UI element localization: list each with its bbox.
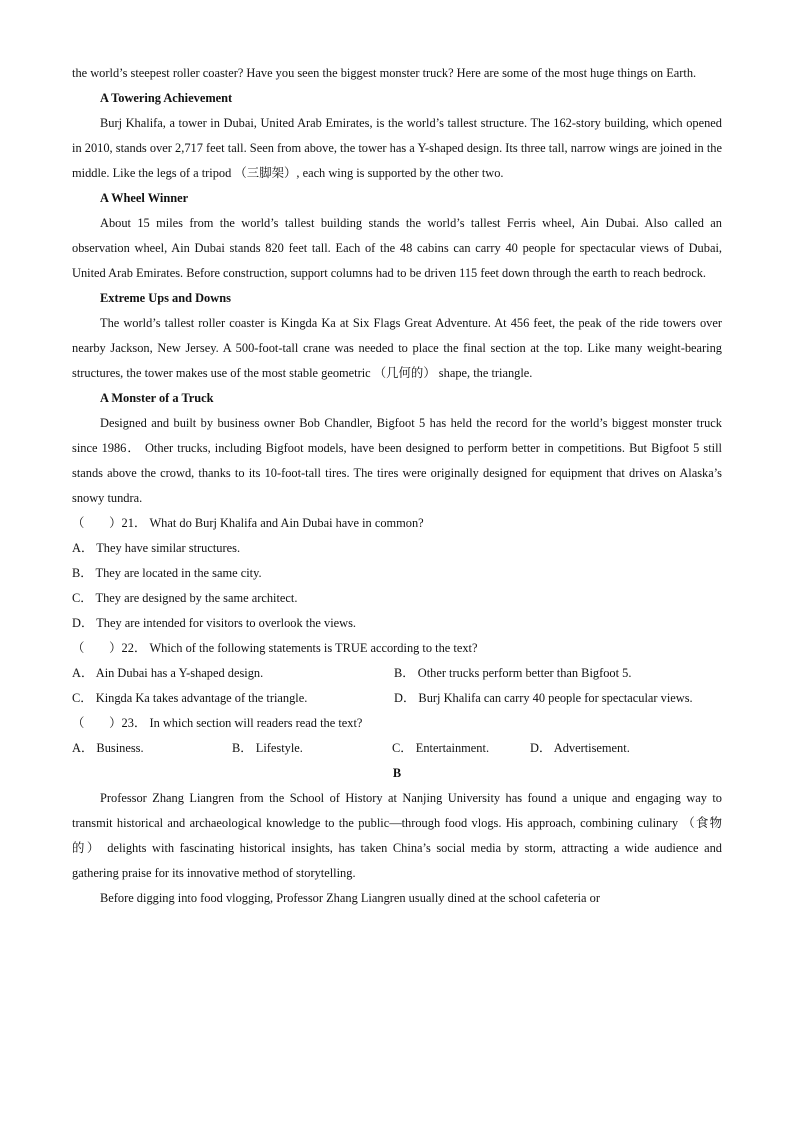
question-22-options-row-2 [72,686,722,711]
question-23-option-b: B． Lifestyle. [232,741,303,755]
section-heading-towering: A Towering Achievement [100,91,233,105]
question-23-option-a: A． Business. [72,741,144,755]
question-21-option-c: C． They are designed by the same architect. [72,591,298,605]
part-b-paragraph-2: Before digging into food vlogging, Professor Zhang Liangren usually dined at the school cafeteria or [100,891,600,905]
question-23-option-d: D． Advertisement. [530,741,630,755]
question-23-option-c: C． Entertainment. [392,741,490,755]
question-21-option-b: B． They are located in the same city. [72,566,262,580]
intro-paragraph: the world’s steepest roller coaster? Have you seen the biggest monster truck? Here are some of the most huge things on Earth. [72,66,697,80]
part-b-paragraph-1: Professor Zhang Liangren from the School of History at Nanjing University has found a unique and engaging way to transmit historical and archaeological knowledge to the public—through food vlogs. His approach, combining culinary （食物的） delights with fascinating historical insights, has taken China’s social media by storm, attracting a wide audience and gathering praise for its innovative method of storytelling. [72,791,722,880]
section-text-wheel: About 15 miles from the world’s tallest building stands the world’s tallest Ferris wheel, Ain Dubai. Also called an observation wheel, Ain Dubai stands 820 feet tall. Each of the 48 cabins can carry 40 people for spectacular views of Dubai, United Arab Emirates. Before construction, support columns had to be driven 115 feet down through the earth to reach bedrock. [72,216,722,280]
question-22-options-row-1 [72,661,722,686]
question-22-option-d: D． Burj Khalifa can carry 40 people for spectacular views. [394,691,693,705]
question-21-option-d: D． They are intended for visitors to overlook the views. [72,616,357,630]
part-b-label: B [392,766,402,780]
question-23-options-row [72,736,722,761]
section-text-towering: Burj Khalifa, a tower in Dubai, United Arab Emirates, is the world’s tallest structure. The 162-story building, which opened in 2010, stands over 2,717 feet tall. Seen from above, the tower has a Y-shaped design. Its three tall, narrow wings are joined in the middle. Like the legs of a tripod （三脚架）, each wing is supported by the other two. [72,116,722,180]
question-22-option-b: B． Other trucks perform better than Bigfoot 5. [394,666,632,680]
section-heading-wheel: A Wheel Winner [100,191,189,205]
question-23-stem: （ ）23． In which section will readers read the text? [72,716,363,730]
section-text-truck: Designed and built by business owner Bob Chandler, Bigfoot 5 has held the record for the world’s biggest monster truck since 1986． Other trucks, including Bigfoot models, have been designed to perform better in competitions. But Bigfoot 5 still stands above the crowd, thanks to its 10-foot-tall tires. The tires were originally designed for equipment that drives on Alaska’s snowy tundra. [72,416,722,505]
question-21-option-a: A． They have similar structures. [72,541,241,555]
section-heading-coaster: Extreme Ups and Downs [100,291,231,305]
question-21-stem: （ ）21． What do Burj Khalifa and Ain Dubai have in common? [72,516,424,530]
document-page [72,61,722,911]
section-text-coaster: The world’s tallest roller coaster is Kingda Ka at Six Flags Great Adventure. At 456 feet, the peak of the ride towers over nearby Jackson, New Jersey. A 500-foot-tall crane was needed to place the final section at the top. Like many weight-bearing structures, the tower makes use of the most stable geometric （几何的） shape, the triangle. [72,316,722,380]
question-22-option-a: A． Ain Dubai has a Y-shaped design. [72,666,264,680]
section-heading-truck: A Monster of a Truck [100,391,214,405]
question-22-stem: （ ）22． Which of the following statements is TRUE according to the text? [72,641,478,655]
question-22-option-c: C． Kingda Ka takes advantage of the triangle. [72,691,308,705]
